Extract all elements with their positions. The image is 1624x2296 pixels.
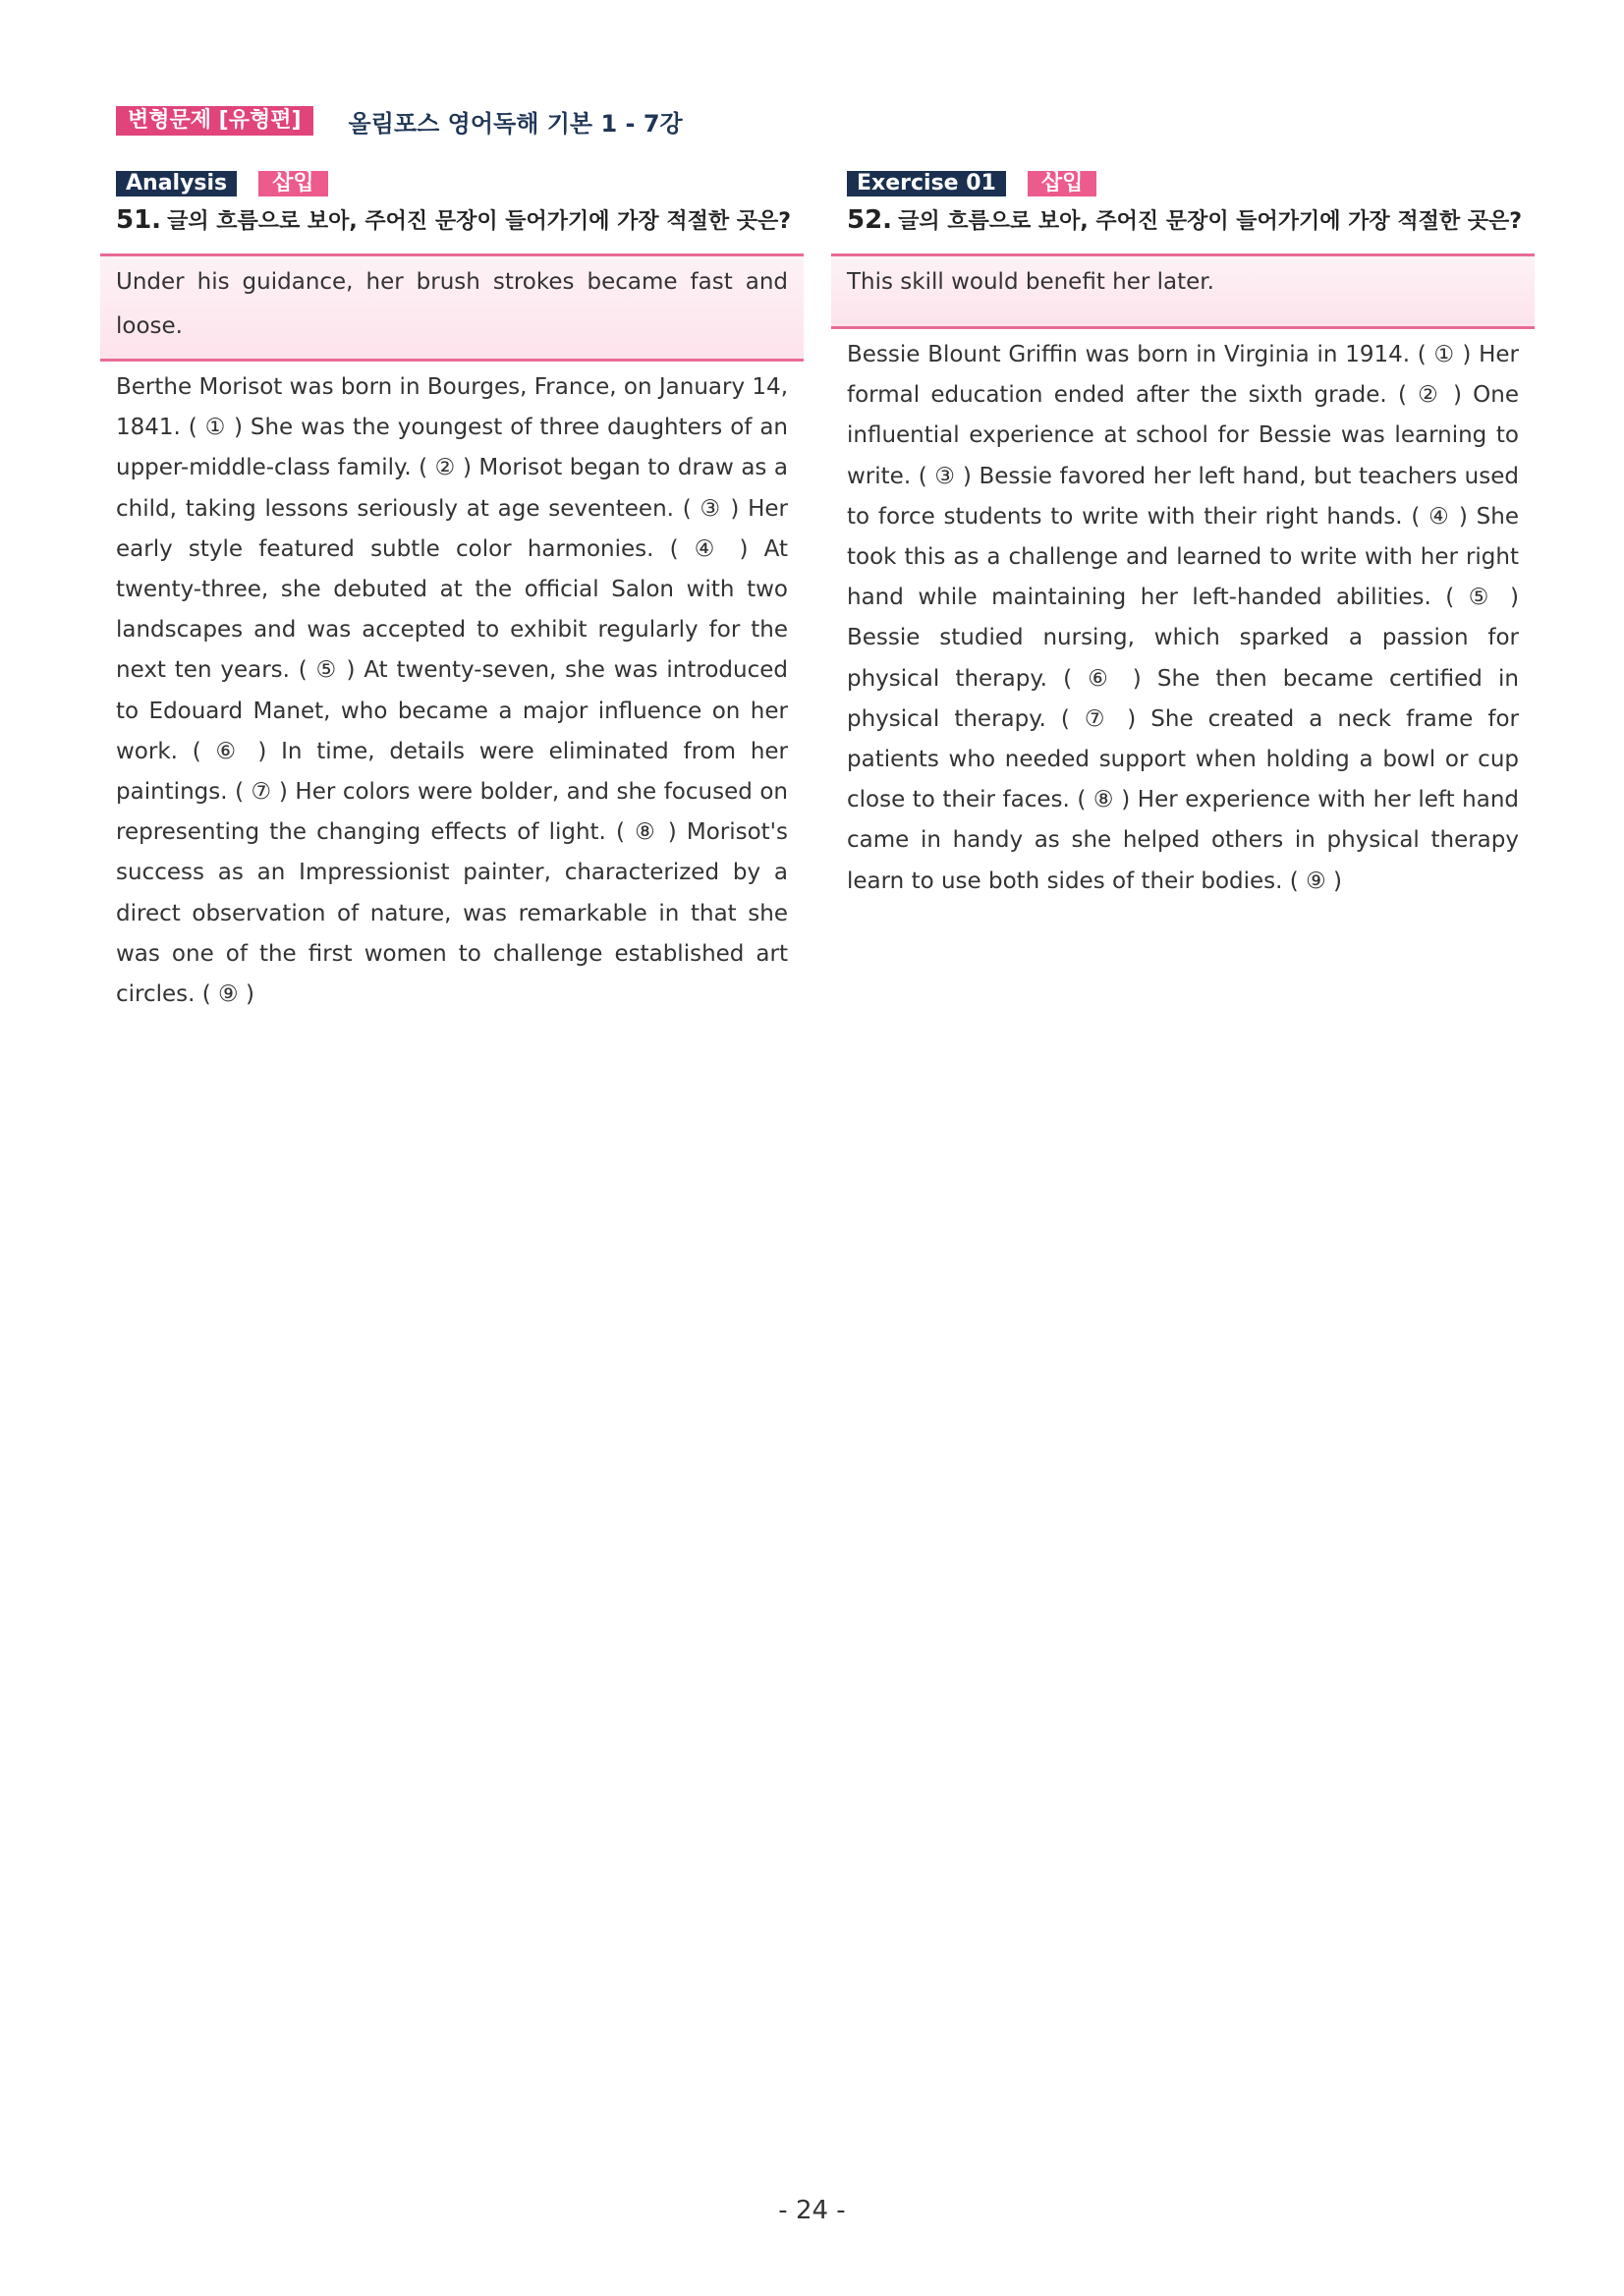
page-header — [116, 104, 683, 138]
question-number: 52. — [847, 205, 893, 235]
right-column — [831, 171, 1535, 902]
given-sentence-box: This skill would benefit her later. — [831, 253, 1535, 329]
question-text: 글의 흐름으로 보아, 주어진 문장이 들어가기에 가장 적절한 곳은? — [898, 209, 1523, 234]
insert-tag: 삽입 — [258, 171, 328, 196]
left-column — [100, 171, 804, 1015]
analysis-tag: Analysis — [116, 171, 237, 196]
section-tag: 변형문제 [유형편] — [116, 106, 313, 136]
given-sentence-box: Under his guidance, her brush strokes became fast and loose. — [100, 253, 804, 362]
page-title: 올림포스 영어독해 기본 1 - 7강 — [348, 109, 683, 138]
left-tags — [116, 171, 804, 196]
question-51 — [116, 202, 794, 240]
question-number: 51. — [116, 205, 162, 235]
exercise-tag: Exercise 01 — [847, 171, 1006, 196]
insert-tag: 삽입 — [1028, 171, 1097, 196]
passage-text: Berthe Morisot was born in Bourges, France, on January 14, 1841. ( ① ) She was the youngest of three daughters of an upper-middle-class family. ( ② ) Morisot began to draw as a child, taking lessons seriously at age seventeen. ( ③ ) Her early style featured subtle color harmonies. ( ④ ) At twenty-three, she debuted at the official Salon with two landscapes and was accepted to exhibit regularly for the next ten years. ( ⑤ ) At twenty-seven, she was introduced to Edouard Manet, who became a major influence on her work. ( ⑥ ) In time, details were eliminated from her paintings. ( ⑦ ) Her colors were bolder, and she focused on representing the changing effects of light. ( ⑧ ) Morisot's success as an Impressionist painter, characterized by a direct observation of nature, was remarkable in that she was one of the first women to challenge established art circles. ( ⑨ ) — [116, 374, 788, 1008]
right-tags — [847, 171, 1535, 196]
page-number: - 24 - — [778, 2196, 846, 2225]
question-52 — [847, 202, 1525, 240]
passage-text: Bessie Blount Griffin was born in Virginia in 1914. ( ① ) Her formal education ended after the sixth grade. ( ② ) One influential experience at school for Bessie was learning to write. ( ③ ) Bessie favored her left hand, but teachers used to force students to write with their right hands. ( ④ ) She took this as a challenge and learned to write with her right hand while maintaining her left-handed abilities. ( ⑤ ) Bessie studied nursing, which sparked a passion for physical therapy. ( ⑥ ) She then became certified in physical therapy. ( ⑦ ) She created a neck frame for patients who needed support when holding a bowl or cup close to their faces. ( ⑧ ) Her experience with her left hand came in handy as she helped others in physical therapy learn to use both sides of their bodies. ( ⑨ ) — [847, 342, 1519, 894]
question-text: 글의 흐름으로 보아, 주어진 문장이 들어가기에 가장 적절한 곳은? — [167, 209, 792, 234]
